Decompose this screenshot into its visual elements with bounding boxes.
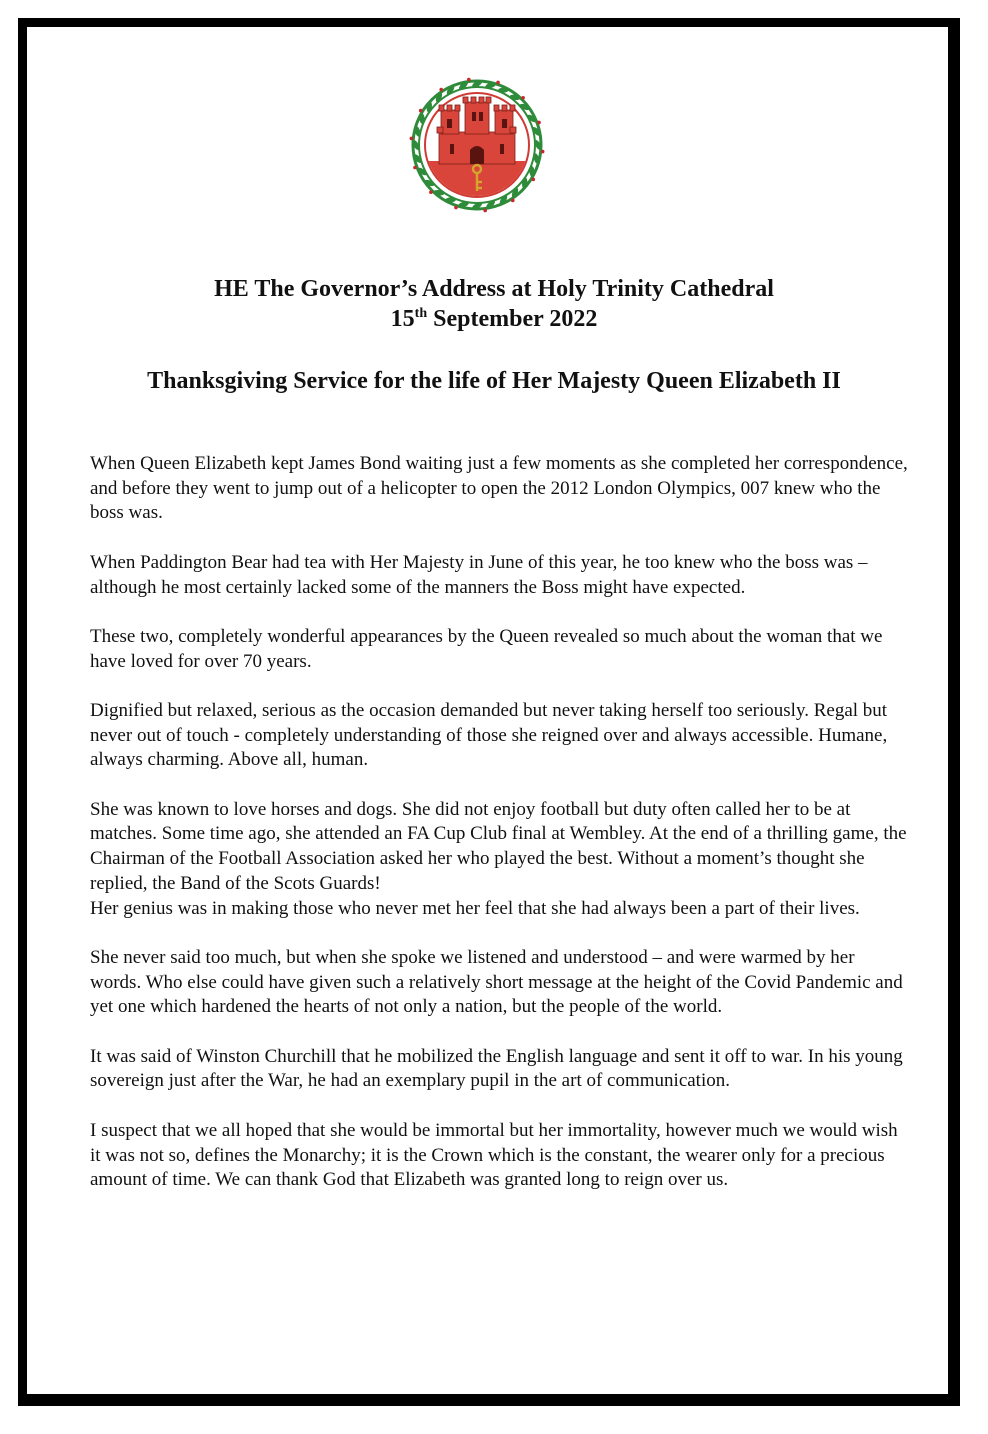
address-date <box>30 304 958 334</box>
paragraph-paddington: When Paddington Bear had tea with Her Majesty in June of this year, he too knew who the boss was – although he most certainly lacked some of the manners the Boss might have expected. <box>90 551 868 598</box>
paragraph-appearances: These two, completely wonderful appearances by the Queen revealed so much about the woman that we have loved for over 70 years. <box>90 625 883 672</box>
paragraph-james-bond: When Queen Elizabeth kept James Bond waiting just a few moments as she completed her correspondence, and before they went to jump out of a helicopter to open the 2012 London Olympics, 007 knew who the boss was. <box>90 453 908 524</box>
title-block <box>30 274 958 396</box>
address-body <box>90 452 910 1218</box>
paragraph-character: Dignified but relaxed, serious as the occasion demanded but never taking herself too seriously. Regal but never out of touch - completely understanding of those she reigned over and always accessible. Humane, always charming. Above all, human. <box>90 699 888 771</box>
paragraph-churchill: It was said of Winston Churchill that he mobilized the English language and sent it off to war. In his young sovereign just after the War, he had an exemplary pupil in the art of communication. <box>90 1045 903 1092</box>
date-day: 15 <box>390 306 415 332</box>
service-subtitle: Thanksgiving Service for the life of Her Majesty Queen Elizabeth II <box>147 368 841 394</box>
page-title: HE The Governor’s Address at Holy Trinity Cathedral <box>214 276 774 302</box>
date-month-year: September 2022 <box>427 306 598 332</box>
paragraph-football: She was known to love horses and dogs. She did not enjoy football but duty often called her to be at matches. Some time ago, she attended an FA Cup Club final at Wembley. At the end of a thrilling game, the Chairman of the Football Association asked her who played the best. Without a moment’s thought she replied, the Band of the Scots Guards! <box>90 798 907 894</box>
gibraltar-emblem-icon <box>406 74 548 216</box>
paragraph-genius: Her genius was in making those who never met her feel that she had always been a part of their lives. <box>90 897 860 919</box>
paragraph-words: She never said too much, but when she spoke we listened and understood – and were warmed by her words. Who else could have given such a relatively short message at the height of the Covid Pandemic and yet one which hardened the hearts of not only a nation, but the people of the world. <box>90 946 903 1018</box>
date-suffix: th <box>414 306 428 321</box>
paragraph-immortality: I suspect that we all hoped that she would be immortal but her immortality, however much we would wish it was not so, defines the Monarchy; it is the Crown which is the constant, the wearer only for a precious amount of time. We can thank God that Elizabeth was granted long to reign over us. <box>90 1119 898 1191</box>
